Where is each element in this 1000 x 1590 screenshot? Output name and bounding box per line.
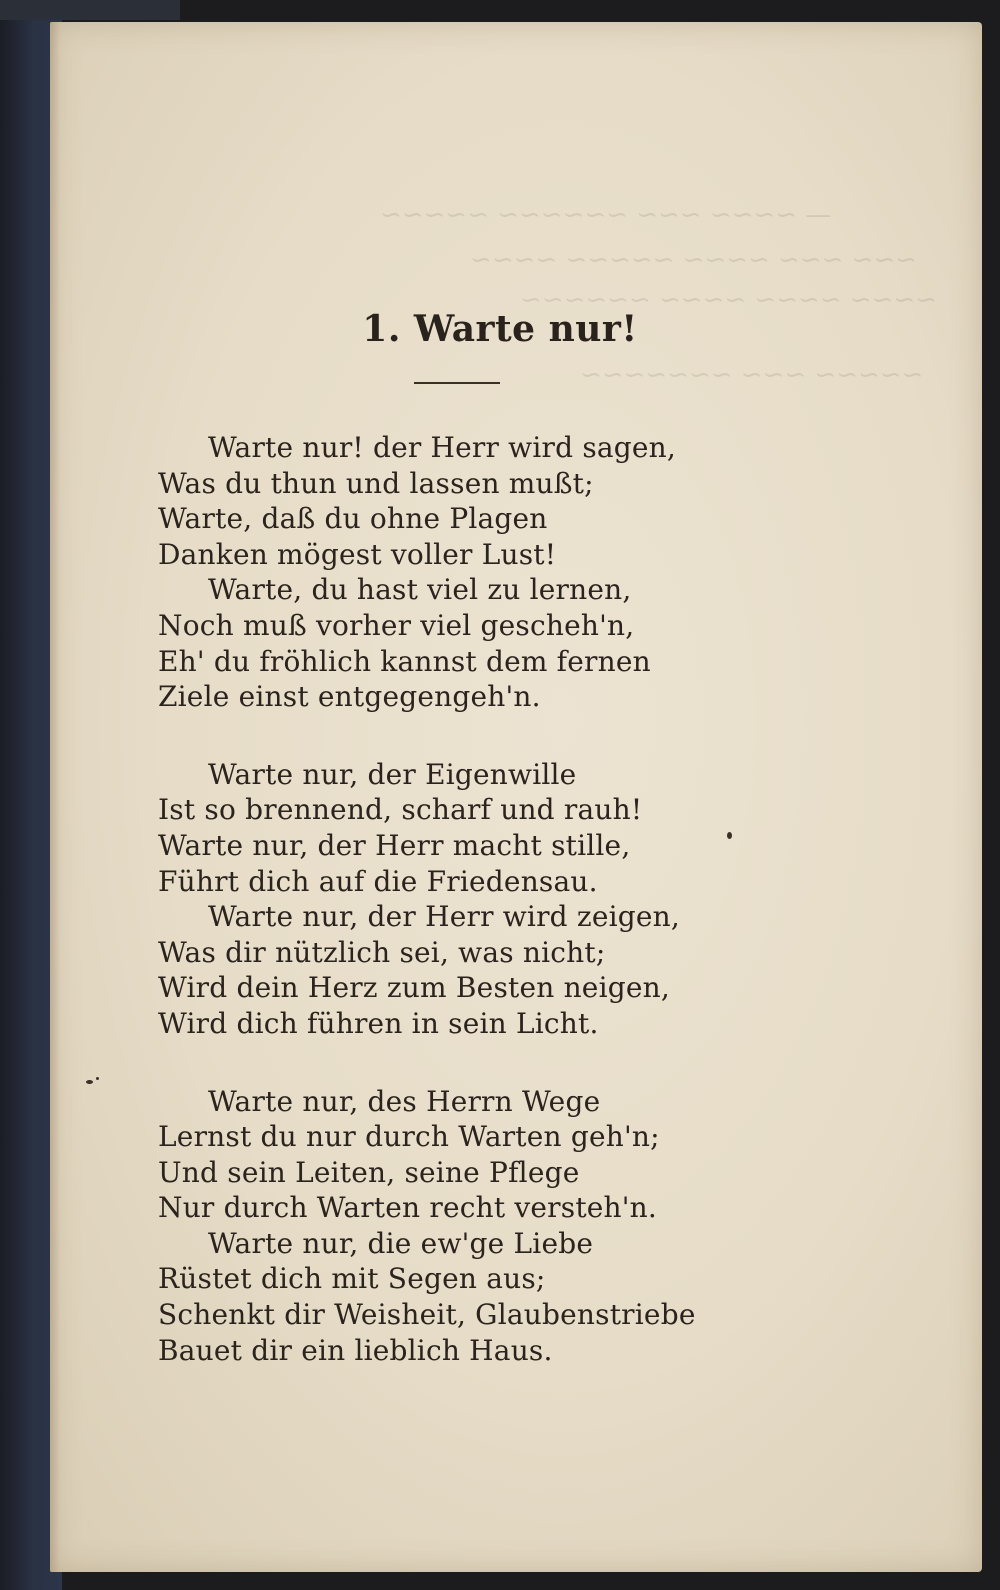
poem-line: Warte nur, die ew'ge Liebe (208, 1226, 594, 1260)
poem-line: Rüstet dich mit Segen aus; (158, 1262, 546, 1296)
ink-speck (727, 832, 732, 839)
ink-speck (86, 1080, 93, 1084)
poem-line: Nur durch Warten recht versteh'n. (158, 1191, 658, 1225)
poem-line: Was dir nützlich sei, was nicht; (158, 935, 606, 969)
show-through-bleed: ~~~ ~~~ ~~~~ ~~~~~ ~~~~ (470, 245, 917, 275)
poem-title: 1. Warte nur! (362, 308, 638, 350)
show-through-bleed: — ~~~~ ~~~ ~~~~~~ ~~~~~ (380, 200, 832, 230)
stanza-2 (158, 757, 878, 1042)
stanza-1 (158, 430, 878, 715)
poem-line: Eh' du fröhlich kannst dem fernen (158, 644, 651, 678)
poem-line: Ziele einst entgegengeh'n. (158, 680, 541, 714)
poem-line: Warte nur, des Herrn Wege (208, 1084, 601, 1118)
poem-line: Warte nur, der Eigenwille (208, 757, 577, 791)
poem-line: Was du thun und lassen mußt; (158, 466, 594, 500)
poem-line: Warte nur, der Herr wird zeigen, (208, 900, 680, 934)
show-through-bleed: ~~~~ ~~~~ ~~~~ ~~~~~~ (520, 285, 937, 315)
stanza-3 (158, 1084, 878, 1369)
poem-line: Wird dein Herz zum Besten neigen, (158, 971, 670, 1005)
poem-line: Wird dich führen in sein Licht. (158, 1006, 599, 1040)
title-divider (414, 382, 500, 384)
poem-line: Lernst du nur durch Warten geh'n; (158, 1120, 660, 1154)
poem-line: Ist so brennend, scharf und rauh! (158, 793, 643, 827)
ink-speck (96, 1077, 99, 1080)
poem-line: Warte nur! der Herr wird sagen, (208, 431, 677, 464)
poem-body (158, 430, 878, 1410)
poem-line: Schenkt dir Weisheit, Glaubenstriebe (158, 1298, 696, 1332)
show-through-bleed: ~~~~~ ~~~ ~~~~~~~ (580, 360, 924, 390)
poem-line: Warte nur, der Herr macht stille, (158, 828, 631, 862)
poem-line: Warte, du hast viel zu lernen, (208, 573, 632, 607)
book-binding-top (0, 0, 180, 20)
poem-line: Führt dich auf die Friedensau. (158, 864, 598, 898)
poem-line: Noch muß vorher viel gescheh'n, (158, 608, 635, 642)
poem-line: Warte, daß du ohne Plagen (158, 502, 548, 536)
poem-line: Bauet dir ein lieblich Haus. (158, 1333, 553, 1367)
poem-line: Danken mögest voller Lust! (158, 537, 557, 571)
poem-line: Und sein Leiten, seine Pflege (158, 1155, 580, 1189)
page-gutter-shadow (50, 22, 60, 1572)
